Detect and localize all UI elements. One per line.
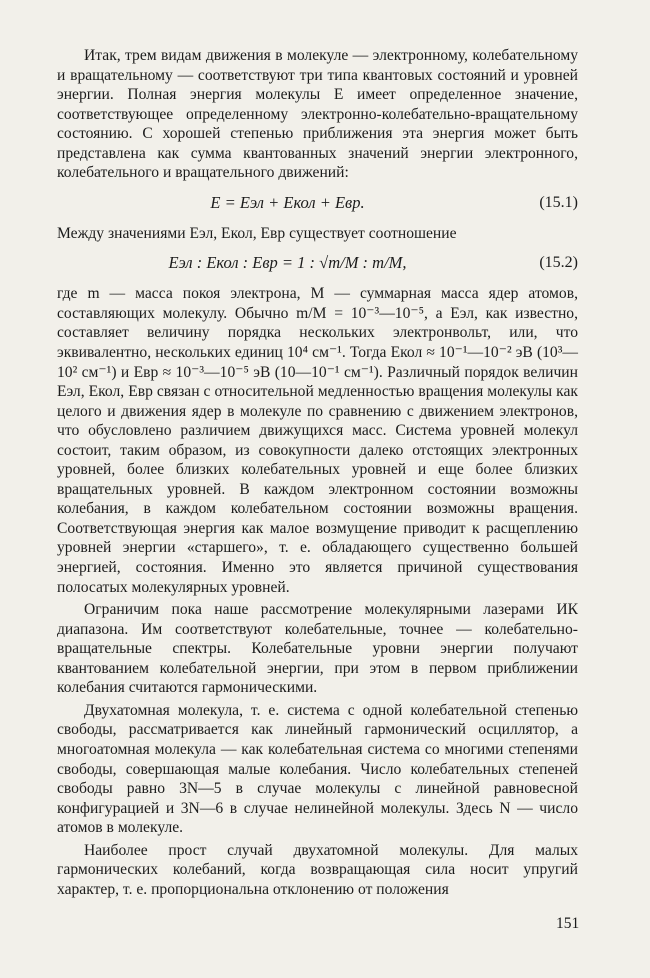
equation-15-2-number: (15.2): [539, 254, 578, 272]
paragraph-simplest-case: Наиболее прост случай двухатомной молекулы. Для малых гармонических колебаний, когда возвращающая сила носит упругий характер, т. е. пропорциональна отклонению от положения: [57, 841, 578, 898]
equation-15-1-number: (15.1): [539, 193, 578, 211]
paragraph-relation: Между значениями Eэл, Eкол, Eвр существует соотношение: [57, 224, 457, 242]
text-block: [57, 46, 578, 899]
paragraph-intro: Итак, трем видам движения в молекуле — электронному, колебательному и вращательному — соответствуют три типа квантовых состояний и уровней энергии. Полная энергия молекулы E имеет определенное значение, соответствующее определенному электронно-колебательно-вращательному состоянию. С хорошей степенью приближения эта энергия может быть представлена как сумма квантованных значений энергии электронного, колебательного и вращательного движений:: [57, 47, 578, 182]
equation-15-1-body: E = Eэл + Eкол + Eвр.: [210, 192, 365, 212]
paragraph-ir-lasers: Ограничим пока наше рассмотрение молекулярными лазерами ИК диапазона. Им соответствуют колебательные, точнее — колебательно-вращательные спектры. Колебательные уровни энергии получают квантованием колебательной энергии, при этом в первом приближении колебания считаются гармоническими.: [57, 601, 578, 697]
paragraph-masses: где m — масса покоя электрона, M — суммарная масса ядер атомов, составляющих молекулу. Обычно m/M = 10⁻³—10⁻⁵, а Eэл, как известно, составляет величину порядка нескольких электронвольт, или, что эквивалентно, нескольких единиц 10⁴ см⁻¹. Тогда Eкол ≈ 10⁻¹—10⁻² эВ (10³—10² см⁻¹) и Eвр ≈ 10⁻³—10⁻⁵ эВ (10—10⁻¹ см⁻¹). Различный порядок величин Eэл, Eкол, Eвр связан с относительной медленностью вращения молекулы как целого и движения ядер в молекуле по сравнению с движением электронов, что обусловлено различием движущихся масс. Система уровней молекул состоит, таким образом, из совокупности далеко отстоящих электронных уровней, более близких колебательных уровней и еще более близких вращательных уровней. В каждом электронном состоянии возможны колебания, в каждом колебательном состоянии возможны вращения. Соответствующая энергия как малое возмущение приводит к расщеплению уровней энергии «старшего», т. е. обладающего существенно большей энергией, состояния. Именно это является причиной существования полосатых молекулярных уровней.: [57, 285, 578, 596]
equation-15-2: [57, 251, 578, 275]
page-number: 151: [556, 915, 580, 932]
equation-15-1: [57, 191, 578, 215]
paragraph-diatomic: Двухатомная молекула, т. е. система с одной колебательной степенью свободы, рассматривается как линейный гармонический осциллятор, а многоатомная молекула — как колебательная система со многими степенями свободы, совершающая малые колебания. Число колебательных степеней свободы равно 3N—5 в случае молекулы с линейной равновесной конфигурацией и 3N—6 в случае нелинейной молекулы. Здесь N — число атомов в молекуле.: [57, 701, 578, 837]
equation-15-2-body: Eэл : Eкол : Eвр = 1 : √m/M : m/M,: [168, 253, 407, 273]
